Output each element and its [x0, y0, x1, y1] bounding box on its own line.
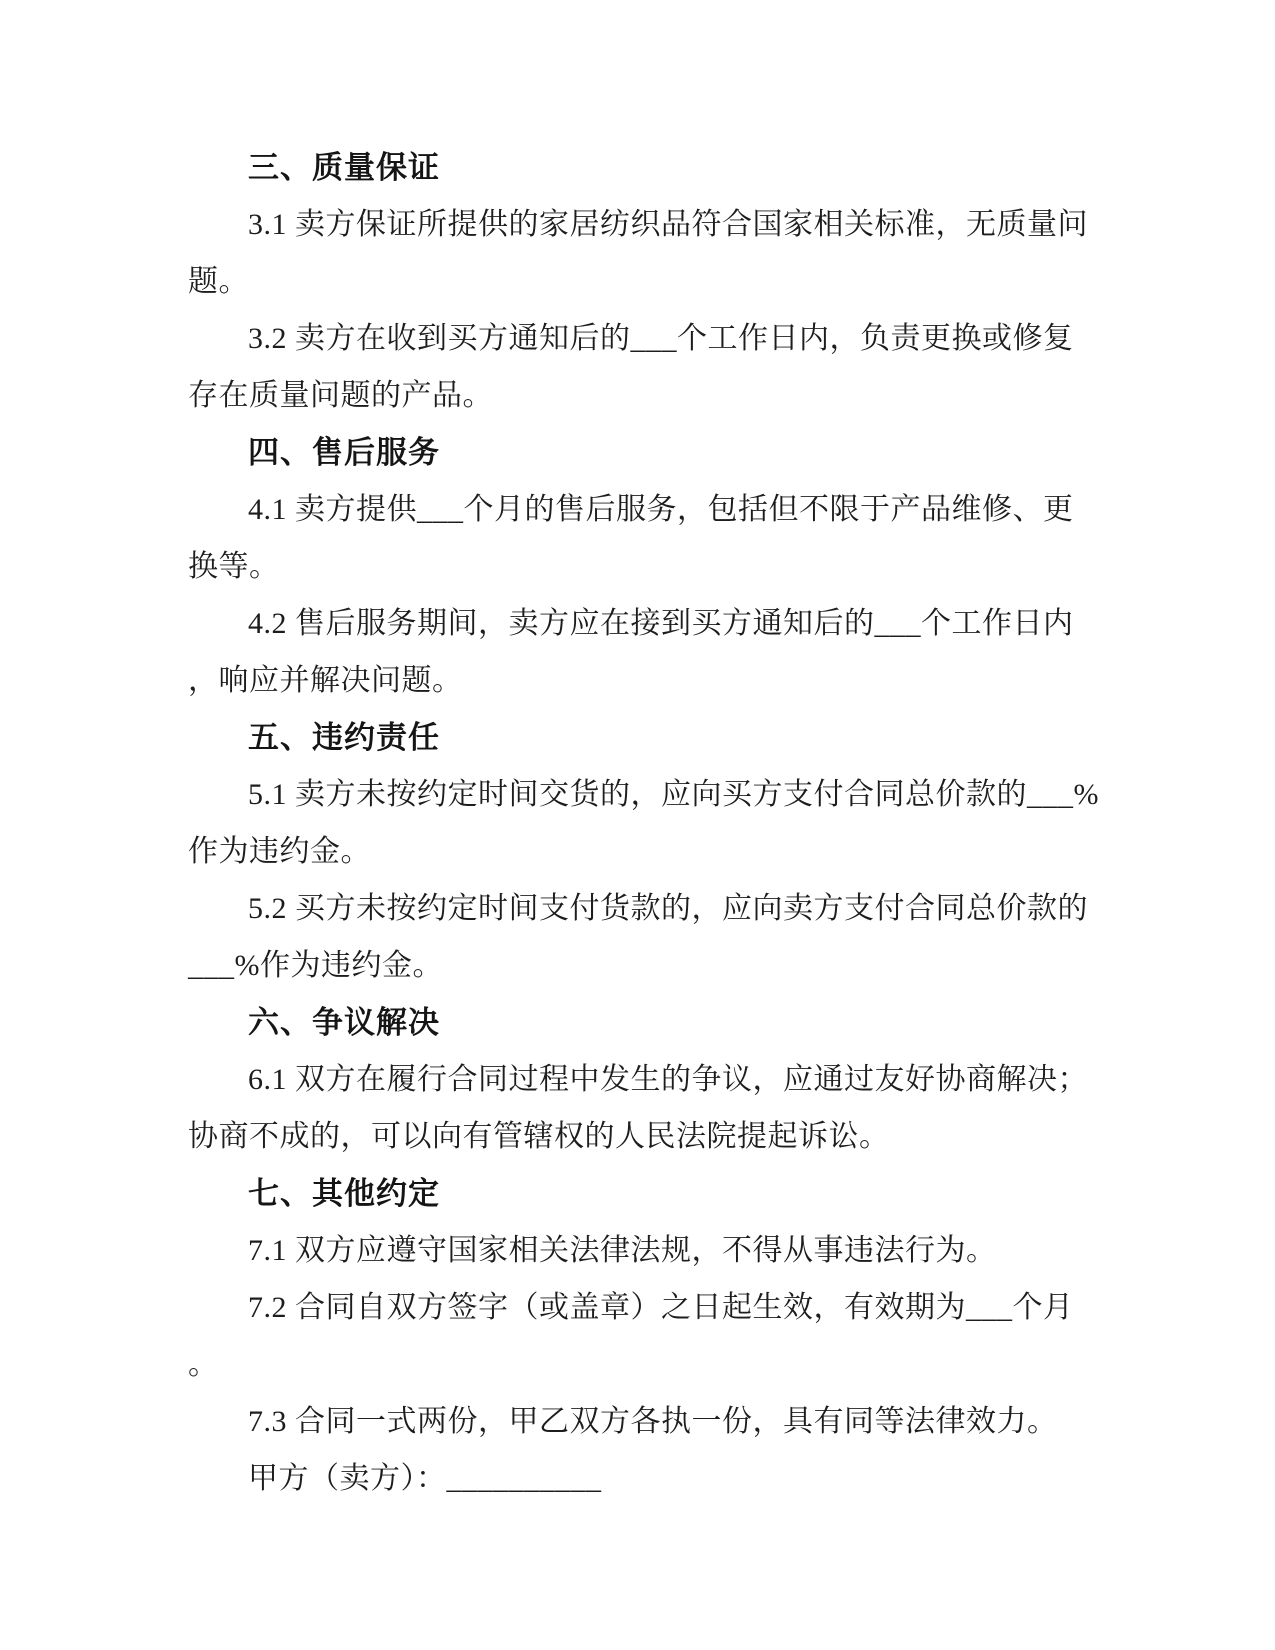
clause-5-2-line-1: 5.2 买方未按约定时间支付货款的，应向卖方支付合同总价款的 — [248, 892, 1088, 925]
clause-7-3-line-1: 7.3 合同一式两份，甲乙双方各执一份，具有同等法律效力。 — [248, 1405, 1058, 1438]
clause-4-1-line-2: 换等。 — [188, 550, 280, 583]
clause-5-2-line-2: ___%作为违约金。 — [188, 949, 443, 982]
clause-4-2-line-1: 4.2 售后服务期间，卖方应在接到买方通知后的___个工作日内 — [248, 607, 1074, 640]
section-heading-other-provisions: 七、其他约定 — [248, 1176, 440, 1211]
section-heading-after-sales-service: 四、售后服务 — [248, 435, 440, 470]
clause-3-2-line-1: 3.2 卖方在收到买方通知后的___个工作日内，负责更换或修复 — [248, 322, 1074, 355]
clause-5-1-line-1: 5.1 卖方未按约定时间交货的，应向买方支付合同总价款的___% — [248, 778, 1099, 811]
section-heading-quality-assurance: 三、质量保证 — [248, 150, 440, 185]
clause-4-2-line-2: ，响应并解决问题。 — [188, 664, 463, 697]
clause-7-2-line-1: 7.2 合同自双方签字（或盖章）之日起生效，有效期为___个月 — [248, 1291, 1074, 1324]
clause-3-2-line-2: 存在质量问题的产品。 — [188, 379, 493, 412]
clause-3-1-line-2: 题。 — [188, 265, 249, 298]
party-a-seller-signature-line: 甲方（卖方）：__________ — [248, 1462, 602, 1495]
clause-6-1-line-2: 协商不成的，可以向有管辖权的人民法院提起诉讼。 — [188, 1120, 890, 1153]
clause-4-1-line-1: 4.1 卖方提供___个月的售后服务，包括但不限于产品维修、更 — [248, 493, 1074, 526]
clause-7-2-line-2: 。 — [188, 1348, 219, 1381]
section-heading-breach-liability: 五、违约责任 — [248, 720, 440, 755]
section-heading-dispute-resolution: 六、争议解决 — [248, 1005, 440, 1040]
clause-6-1-line-1: 6.1 双方在履行合同过程中发生的争议，应通过友好协商解决； — [248, 1063, 1088, 1096]
clause-5-1-line-2: 作为违约金。 — [188, 835, 371, 868]
clause-7-1-line-1: 7.1 双方应遵守国家相关法律法规，不得从事违法行为。 — [248, 1234, 997, 1267]
clause-3-1-line-1: 3.1 卖方保证所提供的家居纺织品符合国家相关标准，无质量问 — [248, 208, 1088, 241]
